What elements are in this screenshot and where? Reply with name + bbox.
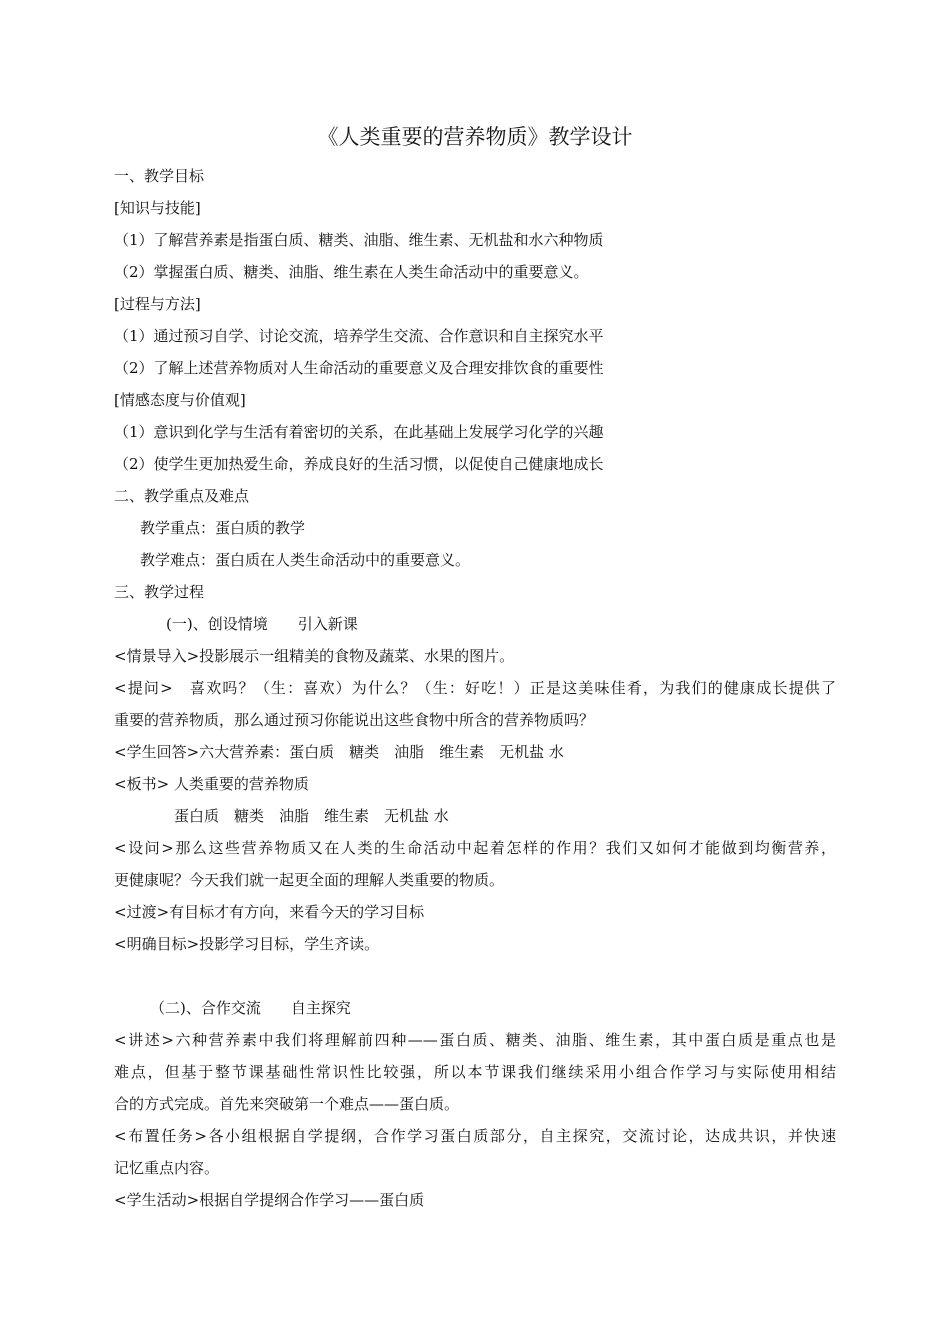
- paragraph-line: <板书> 人类重要的营养物质: [114, 775, 309, 793]
- paragraph-line: 记忆重点内容。: [114, 1159, 220, 1177]
- paragraph-line: 重要的营养物质，那么通过预习你能说出这些食物中所含的营养物质吗？: [114, 711, 595, 729]
- list-item: （1）通过预习自学、讨论交流，培养学生交流、合作意识和自主探究水平: [114, 327, 604, 345]
- paragraph-line: <设问>那么这些营养物质又在人类的生命活动中起着怎样的作用？我们又如何才能做到均衡营养，: [114, 839, 836, 857]
- paragraph-line: <讲述>六种营养素中我们将理解前四种——蛋白质、糖类、油脂、维生素，其中蛋白质是重点也是: [114, 1031, 836, 1049]
- stage-heading: (一)、创设情境 引入新课: [166, 615, 358, 633]
- paragraph-line: <过渡>有目标才有方向，来看今天的学习目标: [114, 903, 425, 921]
- section-heading: 二、教学重点及难点: [114, 487, 250, 505]
- subsection-heading: [过程与方法]: [114, 295, 201, 313]
- paragraph-line: <提问> 喜欢吗？（生：喜欢）为什么？（生：好吃！）正是这美味佳肴，为我们的健康成长提供了: [114, 679, 836, 697]
- paragraph-line: 合的方式完成。首先来突破第一个难点——蛋白质。: [114, 1095, 460, 1113]
- section-heading: 三、教学过程: [114, 583, 205, 601]
- stage-heading: （二)、合作交流 自主探究: [150, 999, 351, 1017]
- list-item: （2）了解上述营养物质对人生命活动的重要意义及合理安排饮食的重要性: [114, 359, 604, 377]
- paragraph-line: 蛋白质 糖类 油脂 维生素 无机盐 水: [174, 807, 449, 825]
- paragraph-line: 难点，但基于整节课基础性常识性比较强，所以本节课我们继续采用小组合作学习与实际使用相结: [114, 1063, 836, 1081]
- section-heading: 一、教学目标: [114, 167, 205, 185]
- list-item: （2）使学生更加热爱生命，养成良好的生活习惯，以促使自己健康地成长: [114, 455, 604, 473]
- subsection-heading: [情感态度与价值观]: [114, 391, 246, 409]
- document-title: 《人类重要的营养物质》教学设计: [317, 125, 633, 149]
- key-point: 教学重点：蛋白质的教学: [140, 519, 306, 537]
- list-item: （1）了解营养素是指蛋白质、糖类、油脂、维生素、无机盐和水六种物质: [114, 231, 604, 249]
- difficult-point: 教学难点：蛋白质在人类生命活动中的重要意义。: [140, 551, 471, 569]
- paragraph-line: <情景导入>投影展示一组精美的食物及蔬菜、水果的图片。: [114, 647, 515, 665]
- paragraph-line: 更健康呢？今天我们就一起更全面的理解人类重要的物质。: [114, 871, 505, 889]
- paragraph-line: <明确目标>投影学习目标，学生齐读。: [114, 935, 380, 953]
- paragraph-line: <布置任务>各小组根据自学提纲，合作学习蛋白质部分，自主探究，交流讨论，达成共识，并快速: [114, 1127, 836, 1145]
- paragraph-line: <学生活动>根据自学提纲合作学习——蛋白质: [114, 1191, 425, 1209]
- list-item: （2）掌握蛋白质、糖类、油脂、维生素在人类生命活动中的重要意义。: [114, 263, 589, 281]
- list-item: （1）意识到化学与生活有着密切的关系，在此基础上发展学习化学的兴趣: [114, 423, 604, 441]
- paragraph-line: <学生回答>六大营养素：蛋白质 糖类 油脂 维生素 无机盐 水: [114, 743, 564, 761]
- subsection-heading: [知识与技能]: [114, 199, 201, 217]
